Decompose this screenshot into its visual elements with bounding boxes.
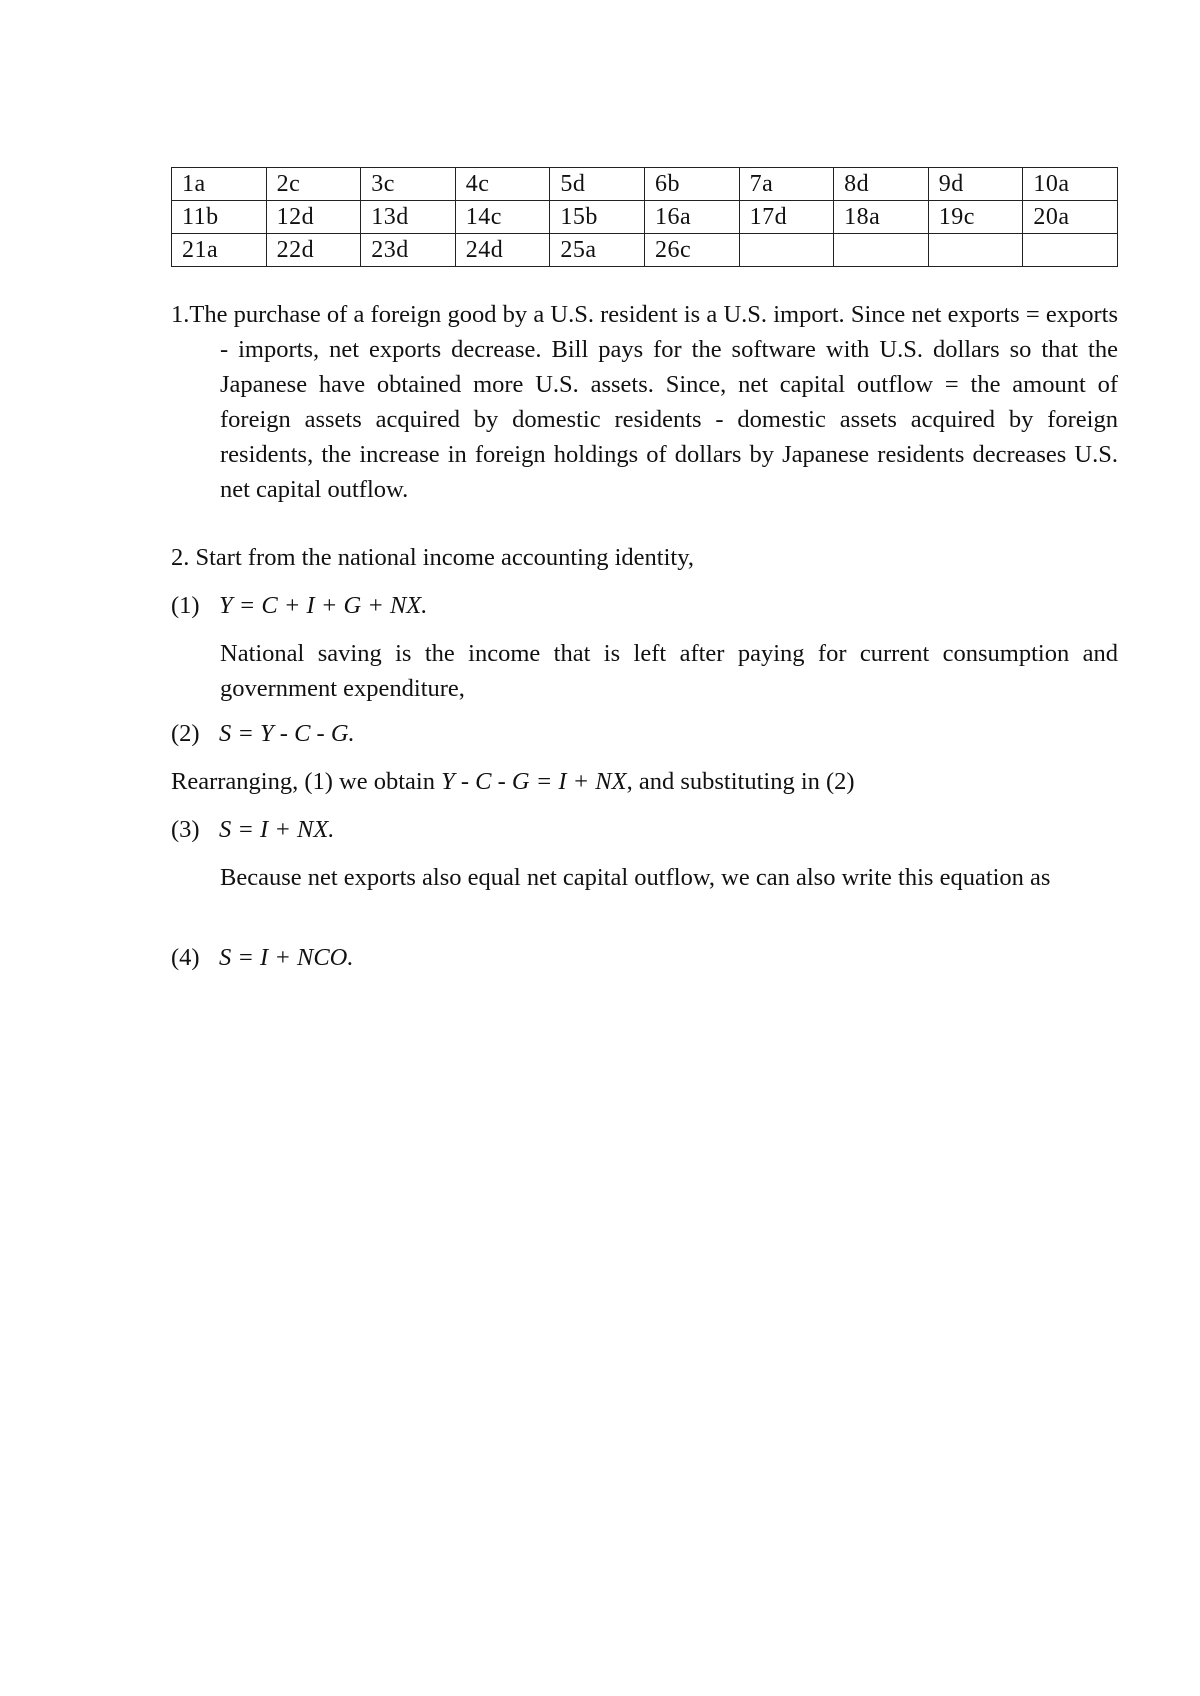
equation-2 bbox=[171, 716, 1118, 751]
answer-table-cell: 10a bbox=[1023, 168, 1118, 201]
answer-table-row bbox=[172, 234, 1118, 267]
answer-table-cell: 5d bbox=[550, 168, 645, 201]
answer-table-cell: 17d bbox=[739, 201, 834, 234]
answer-table-cell: 13d bbox=[361, 201, 456, 234]
equation-2-expression: S = Y - C - G. bbox=[219, 720, 355, 747]
answer-1-paragraph: 1.The purchase of a foreign good by a U.S. resident is a U.S. import. Since net exports = exports - imports, net exports decrease. Bill pays for the software with U.S. dollars so that the Japanese have obtained more U.S. assets. Since, net capital outflow = the amount of foreign assets acquired by domestic residents - domestic assets acquired by foreign residents, the increase in foreign holdings of dollars by Japanese residents decreases U.S. net capital outflow. bbox=[171, 301, 1118, 503]
answer-table-cell: 8d bbox=[834, 168, 929, 201]
answer-table-cell: 14c bbox=[455, 201, 550, 234]
answer-2-intro: 2. Start from the national income accounting identity, bbox=[171, 544, 694, 571]
equation-3-expression: S = I + NX. bbox=[219, 816, 335, 843]
answer-table-cell: 21a bbox=[172, 234, 267, 267]
answer-table-cell bbox=[739, 234, 834, 267]
equation-4 bbox=[171, 940, 1118, 975]
answer-table-cell: 2c bbox=[266, 168, 361, 201]
answer-table-cell: 9d bbox=[928, 168, 1023, 201]
answer-table-cell: 23d bbox=[361, 234, 456, 267]
answer-table-cell: 7a bbox=[739, 168, 834, 201]
answer-table-cell bbox=[834, 234, 929, 267]
answer-table-cell: 6b bbox=[644, 168, 739, 201]
answer-table-cell: 4c bbox=[455, 168, 550, 201]
equation-1-expression: Y = C + I + G + NX. bbox=[219, 592, 428, 619]
equation-4-number: (4) bbox=[171, 944, 200, 971]
national-saving-paragraph: National saving is the income that is left after paying for current consumption and government expenditure, bbox=[220, 640, 1118, 702]
answer-table-cell: 18a bbox=[834, 201, 929, 234]
answer-table-cell: 15b bbox=[550, 201, 645, 234]
answer-table-cell: 25a bbox=[550, 234, 645, 267]
answer-table-cell: 22d bbox=[266, 234, 361, 267]
equation-4-expression: S = I + NCO. bbox=[219, 944, 354, 971]
equation-3-number: (3) bbox=[171, 816, 200, 843]
answer-table-cell: 12d bbox=[266, 201, 361, 234]
answer-table-cell: 20a bbox=[1023, 201, 1118, 234]
answer-table-cell: 26c bbox=[644, 234, 739, 267]
rearranging-math: Y - C - G = I + NX bbox=[441, 768, 627, 795]
answer-table-cell: 16a bbox=[644, 201, 739, 234]
equation-2-number: (2) bbox=[171, 720, 200, 747]
answer-table-cell: 3c bbox=[361, 168, 456, 201]
rearranging-line bbox=[171, 764, 1118, 799]
answer-key-table bbox=[171, 167, 1118, 267]
answer-table-cell: 19c bbox=[928, 201, 1023, 234]
rearranging-text-pre: Rearranging, (1) we obtain bbox=[171, 768, 442, 795]
equation-1 bbox=[171, 588, 1118, 623]
answer-table-cell: 1a bbox=[172, 168, 267, 201]
answer-table-cell bbox=[928, 234, 1023, 267]
net-capital-outflow-paragraph: Because net exports also equal net capital outflow, we can also write this equation as bbox=[220, 864, 1051, 891]
answer-table-cell bbox=[1023, 234, 1118, 267]
answer-table-row bbox=[172, 201, 1118, 234]
answer-table-cell: 24d bbox=[455, 234, 550, 267]
equation-3 bbox=[171, 812, 1118, 847]
rearranging-text-post: , and substituting in (2) bbox=[626, 768, 855, 795]
answer-table-row bbox=[172, 168, 1118, 201]
answer-table-cell: 11b bbox=[172, 201, 267, 234]
equation-1-number: (1) bbox=[171, 592, 200, 619]
